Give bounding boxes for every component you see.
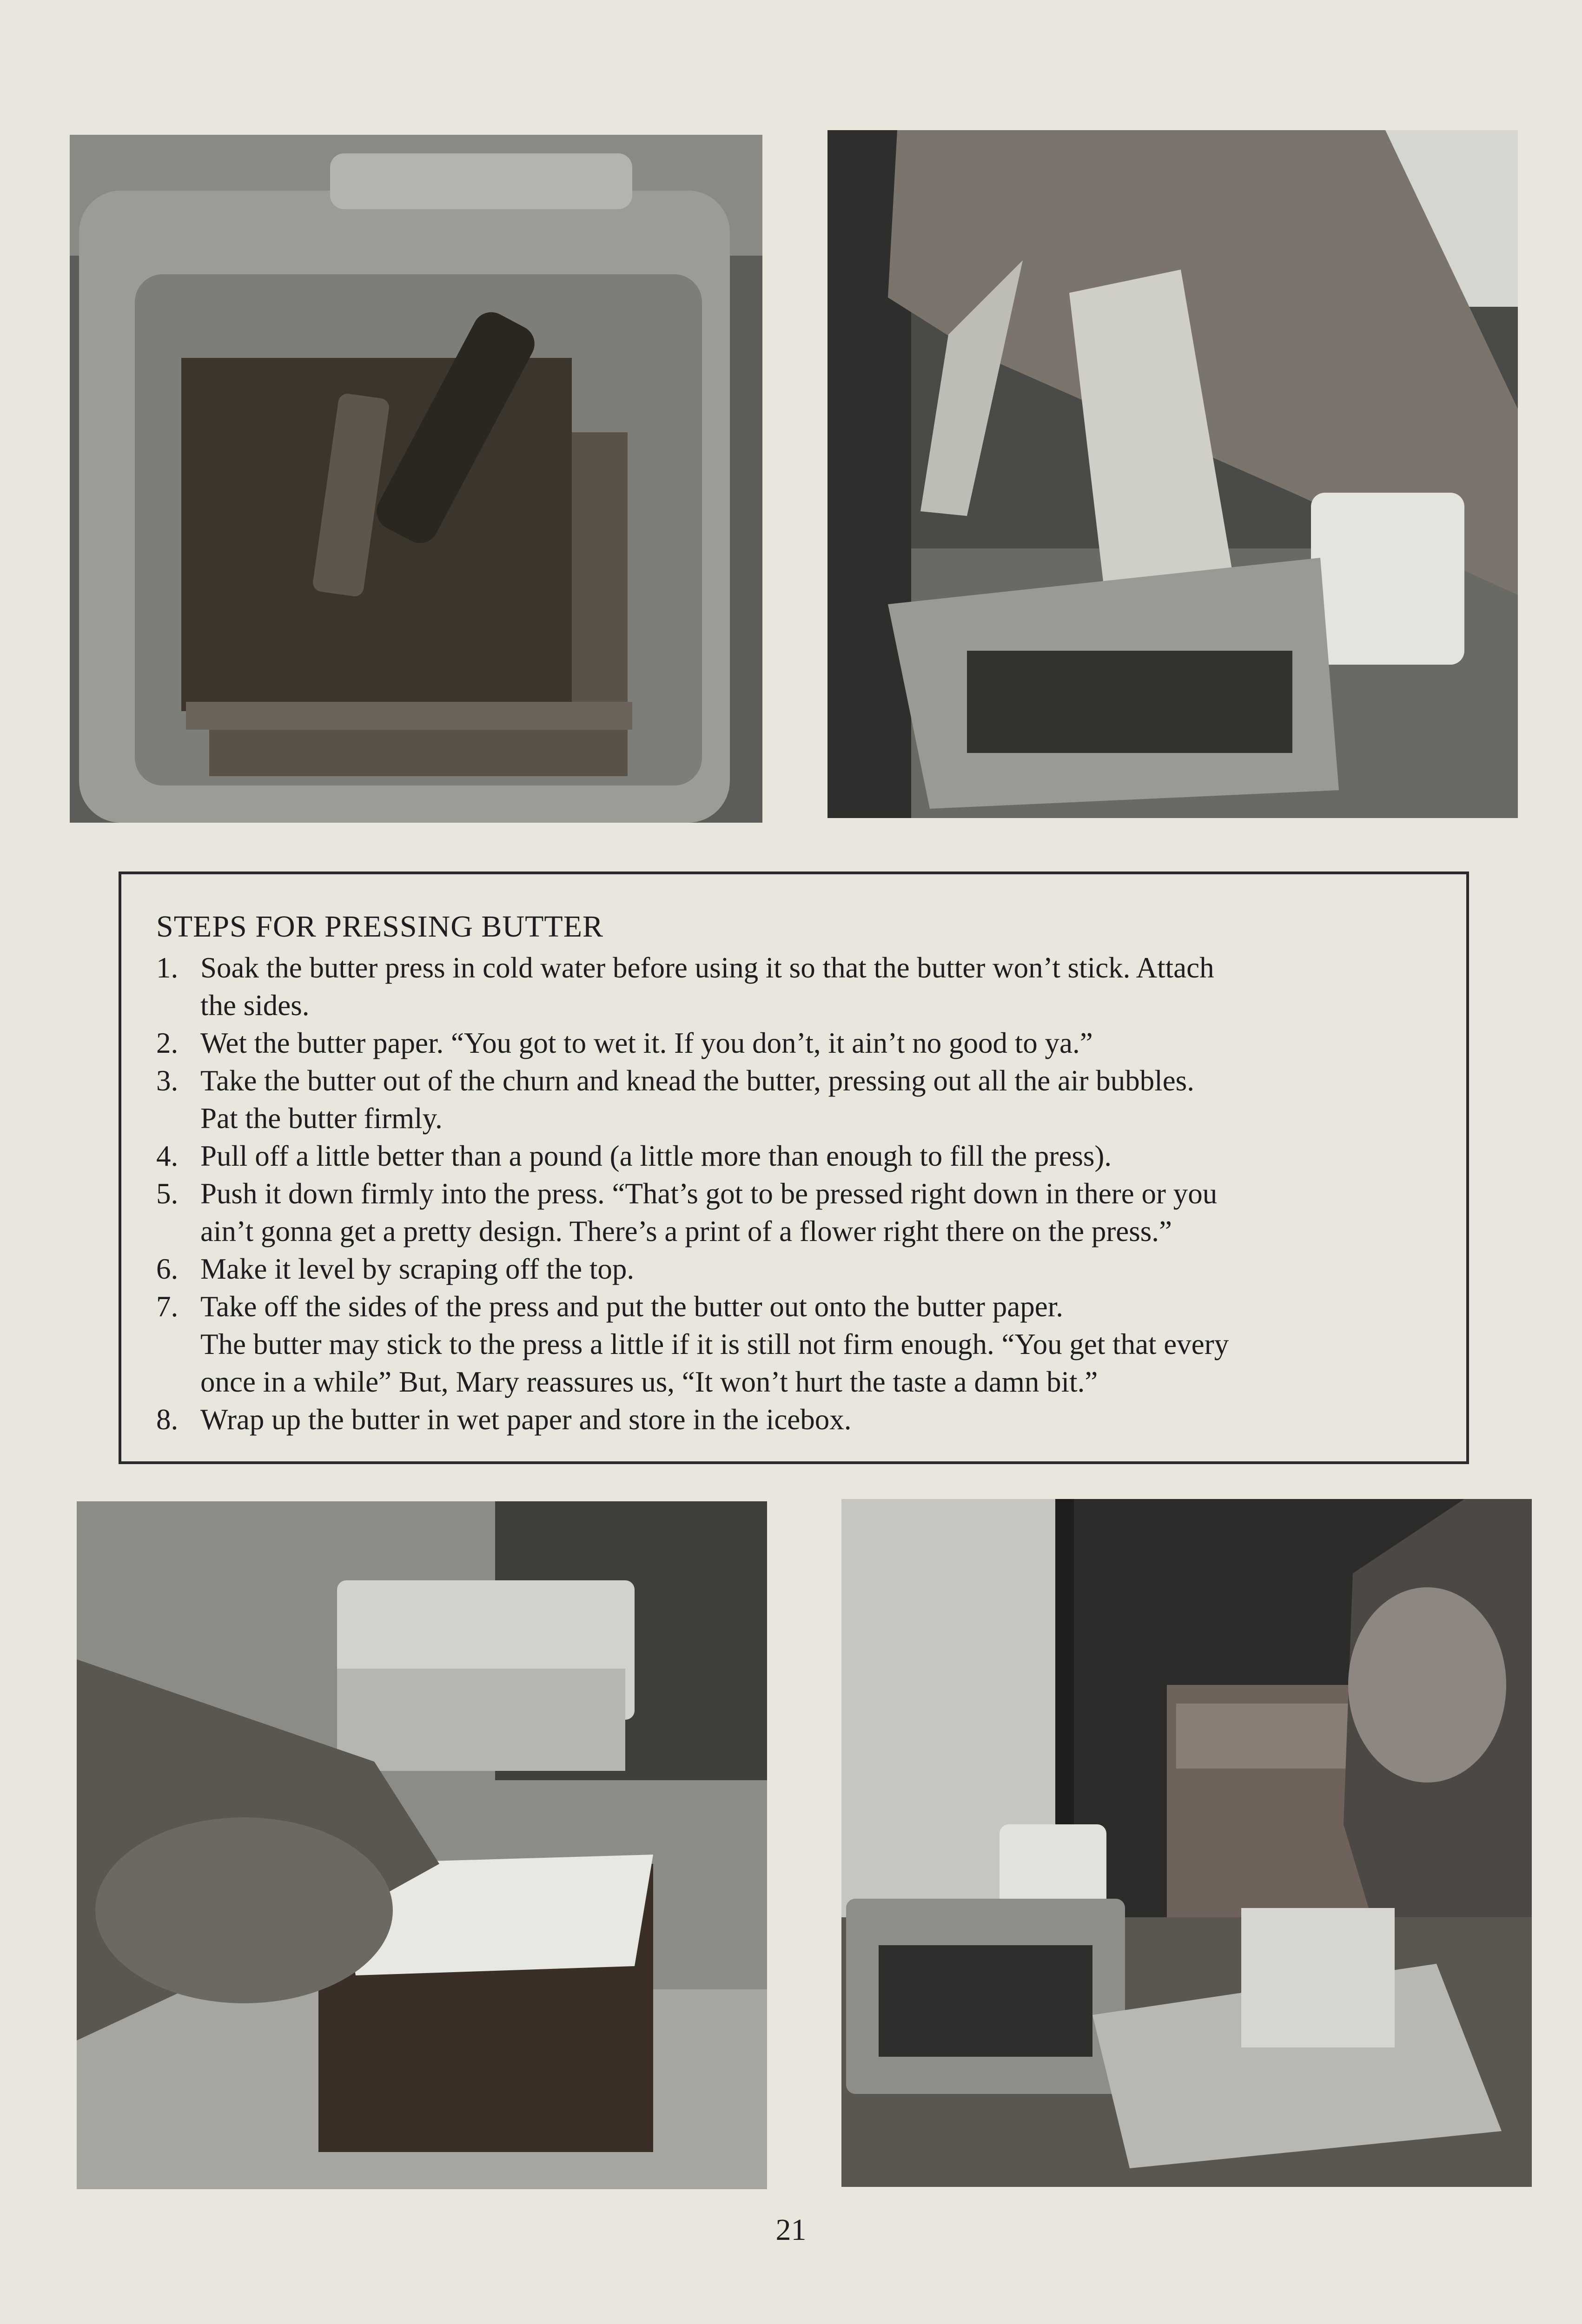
step-number: 6. [156,1252,179,1285]
step-number: 2. [156,1026,179,1059]
step-text: Soak the butter press in cold water before using it so that the butter won’t stick. Attach the sides. [200,951,1214,1022]
step-number: 7. [156,1290,179,1323]
step-item [156,1062,1438,1137]
step-item [156,1250,1438,1288]
step-item [156,1175,1438,1250]
step-text: Pull off a little better than a pound (a little more than enough to fill the press). [200,1139,1112,1172]
steps-box [119,872,1469,1464]
step-number: 8. [156,1403,179,1436]
step-item [156,949,1438,1024]
photo-pressing-butter [77,1501,767,2189]
step-item [156,1137,1438,1175]
step-text: Make it level by scraping off the top. [200,1252,635,1285]
steps-heading: STEPS FOR PRESSING BUTTER [156,910,604,944]
step-number: 3. [156,1064,179,1097]
step-number: 5. [156,1177,179,1210]
step-number: 1. [156,951,179,984]
step-text: Wrap up the butter in wet paper and store in the icebox. [200,1403,852,1436]
step-number: 4. [156,1139,179,1172]
page-number: 21 [775,2213,807,2247]
photo-wetting-butter-paper [827,130,1518,818]
step-text: Wet the butter paper. “You got to wet it. If you don’t, it ain’t no good to ya.” [200,1026,1093,1059]
photo-woman-with-butter [841,1499,1532,2187]
step-item [156,1401,1438,1439]
steps-list [156,949,1438,1439]
step-item [156,1024,1438,1062]
step-text: Take the butter out of the churn and knead the butter, pressing out all the air bubbles. Pat the butter firmly. [200,1064,1194,1135]
step-item [156,1288,1438,1401]
step-text: Take off the sides of the press and put the butter out onto the butter paper. The butter may stick to the press a little if it is still not firm enough. “You get that every once in a while” But, Mary reassures us, “It won’t hurt the taste a damn bit.” [200,1290,1229,1398]
photo-butter-press-in-pan [70,135,762,823]
step-text: Push it down firmly into the press. “That’s got to be pressed right down in there or you ain’t gonna get a pretty design. There’s a print of a flower right there on the press.” [200,1177,1218,1248]
